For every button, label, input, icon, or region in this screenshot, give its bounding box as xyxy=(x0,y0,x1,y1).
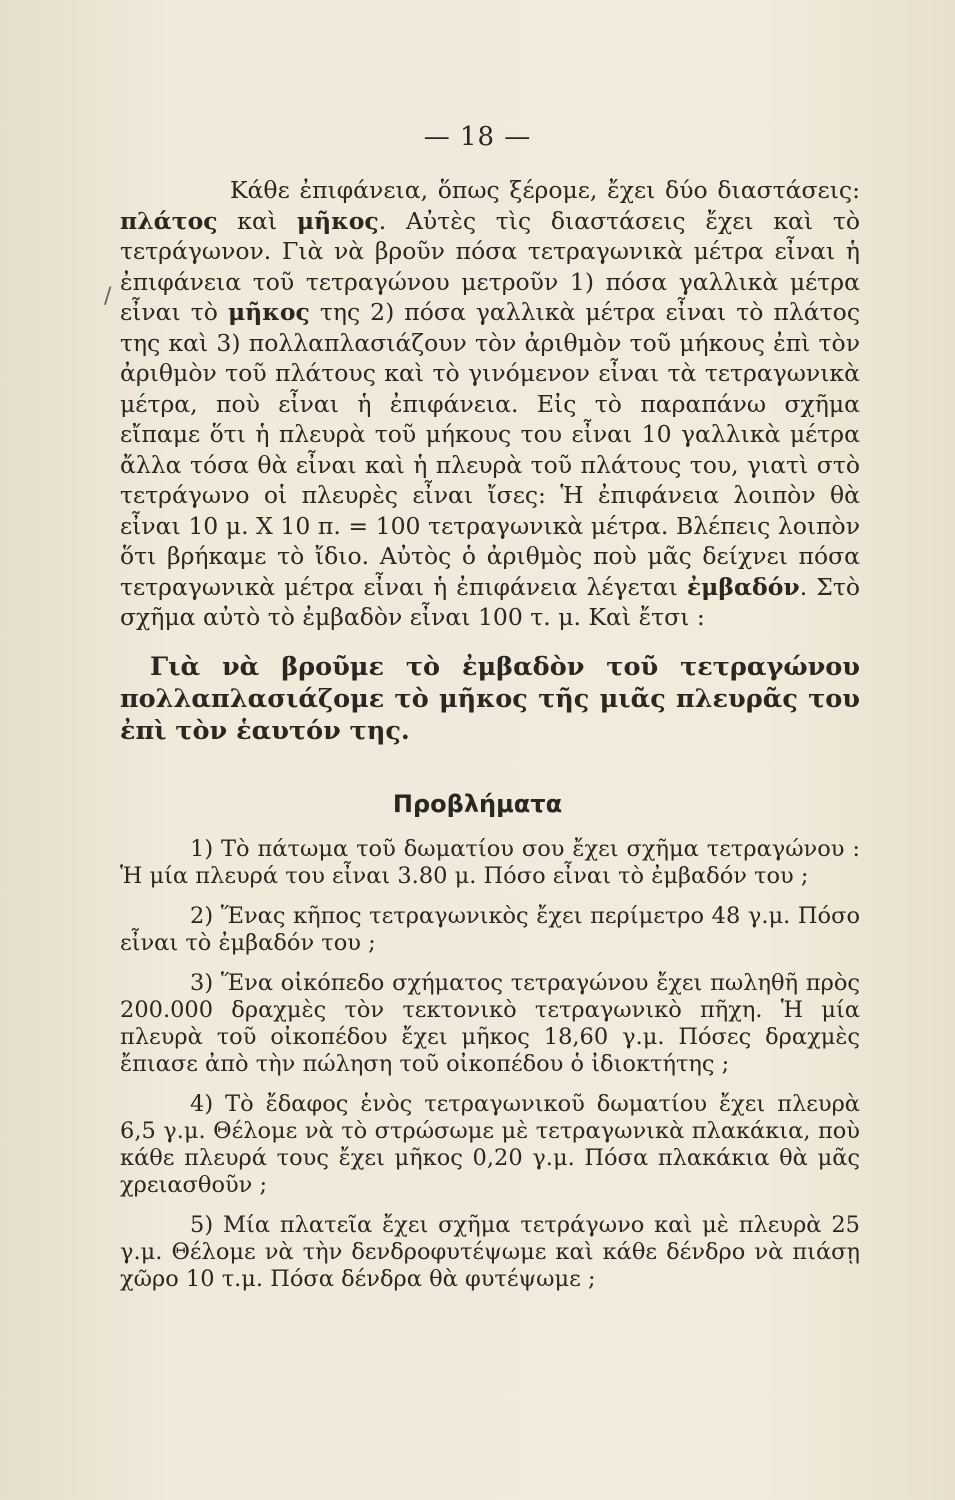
problems-list xyxy=(120,836,860,1306)
term-mikos-2: μῆκος xyxy=(227,298,310,326)
page-number: — 18 — xyxy=(423,122,532,152)
term-emvadon: ἐμβαδόν xyxy=(686,572,800,601)
intro-text-5: . Στὸ σχῆμα αὐτὸ τὸ ἐμβαδὸν εἶναι 100 τ. μ. Καὶ ἔτσι : xyxy=(120,572,860,631)
problem-4: 4) Τὸ ἔδαφος ἑνὸς τετραγωνικοῦ δωματίου ἔχει πλευρὰ 6,5 γ.μ. Θέλομε νὰ τὸ στρώσωμε μὲ τετραγωνικὰ πλακάκια, ποὺ κάθε πλευρά τους ἔχει μῆκος 0,20 γ.μ. Πόσα πλακάκια θὰ μᾶς χρειασθοῦν ; xyxy=(120,1091,860,1198)
problems-heading: Προβλήματα xyxy=(392,790,563,818)
problem-2: 2) Ἕνας κῆπος τετραγωνικὸς ἔχει περίμετρο 48 γ.μ. Πόσο εἶναι τὸ ἐμβαδόν του ; xyxy=(120,903,860,956)
area-rule: Γιὰ νὰ βροῦμε τὸ ἐμβαδὸν τοῦ τετραγώνου πολλαπλασιάζομε τὸ μῆκος τῆς μιᾶς πλευρᾶς του ἐπὶ τὸν ἑαυτόν της. xyxy=(120,651,860,746)
term-platos: πλάτος xyxy=(120,206,218,235)
intro-text-3: . Αὐτὲς τὶς διαστάσεις ἔχει καὶ τὸ τετράγωνον. Γιὰ νὰ βροῦν πόσα τετραγωνικὰ μέτρα εἶναι ἡ ἐπιφάνεια τοῦ τετραγώνου μετροῦν 1) πόσα γαλλικὰ μέτρα εἶναι τὸ xyxy=(120,206,860,326)
problem-5: 5) Μία πλατεῖα ἔχει σχῆμα τετράγωνο καὶ μὲ πλευρὰ 25 γ.μ. Θέλομε νὰ τὴν δενδροφυτέψωμε καὶ κάθε δένδρο νὰ πιάσῃ χῶρο 10 τ.μ. Πόσα δένδρα θὰ φυτέψωμε ; xyxy=(120,1212,860,1292)
intro-section xyxy=(120,175,860,772)
margin-pencil-mark: / xyxy=(104,284,112,309)
intro-text-2: καὶ xyxy=(217,206,297,235)
intro-paragraph xyxy=(120,175,860,633)
intro-text-4: της 2) πόσα γαλλικὰ μέτρα εἶναι τὸ πλάτος της καὶ 3) πολλαπλασιάζουν τὸν ἀριθμὸν τοῦ μήκους ἐπὶ τὸν ἀριθμὸν τοῦ πλάτους καὶ τὸ γινόμενον εἶναι τὰ τετραγωνικὰ μέτρα, ποὺ εἶναι ἡ ἐπιφάνεια. Εἰς τὸ παραπάνω σχῆμα εἴπαμε ὅτι ἡ πλευρὰ τοῦ μήκους του εἶναι 10 γαλλικὰ μέτρα ἄλλα τόσα θὰ εἶναι καὶ ἡ πλευρὰ τοῦ πλάτους του, γιατὶ στὸ τετράγωνο οἱ πλευρὲς εἶναι ἴσες: Ἡ ἐπιφάνεια λοιπὸν θὰ εἶναι 10 μ. X 10 π. = 100 τετραγωνικὰ μέτρα. Βλέπεις λοιπὸν ὅτι βρήκαμε τὸ ἴδιο. Αὐτὸς ὁ ἀριθμὸς ποὺ μᾶς δείχνει πόσα τετραγωνικὰ μέτρα εἶναι ἡ ἐπιφάνεια λέγεται xyxy=(120,298,860,601)
problem-1: 1) Τὸ πάτωμα τοῦ δωματίου σου ἔχει σχῆμα τετραγώνου : Ἡ μία πλευρά του εἶναι 3.80 μ. Πόσο εἶναι τὸ ἐμβαδόν του ; xyxy=(120,836,860,889)
intro-text-1: Κάθε ἐπιφάνεια, ὅπως ξέρομε, ἔχει δύο διαστάσεις: xyxy=(230,176,860,204)
problem-3: 3) Ἕνα οἰκόπεδο σχήματος τετραγώνου ἔχει πωληθῆ πρὸς 200.000 δραχμὲς τὸν τεκτονικὸ τετραγωνικὸ πῆχη. Ἡ μία πλευρὰ τοῦ οἰκοπέδου ἔχει μῆκος 18,60 γ.μ. Πόσες δραχμὲς ἔπιασε ἀπὸ τὴν πώληση τοῦ οἰκοπέδου ὁ ἰδιοκτήτης ; xyxy=(120,970,860,1077)
term-mikos: μῆκος xyxy=(296,206,379,235)
